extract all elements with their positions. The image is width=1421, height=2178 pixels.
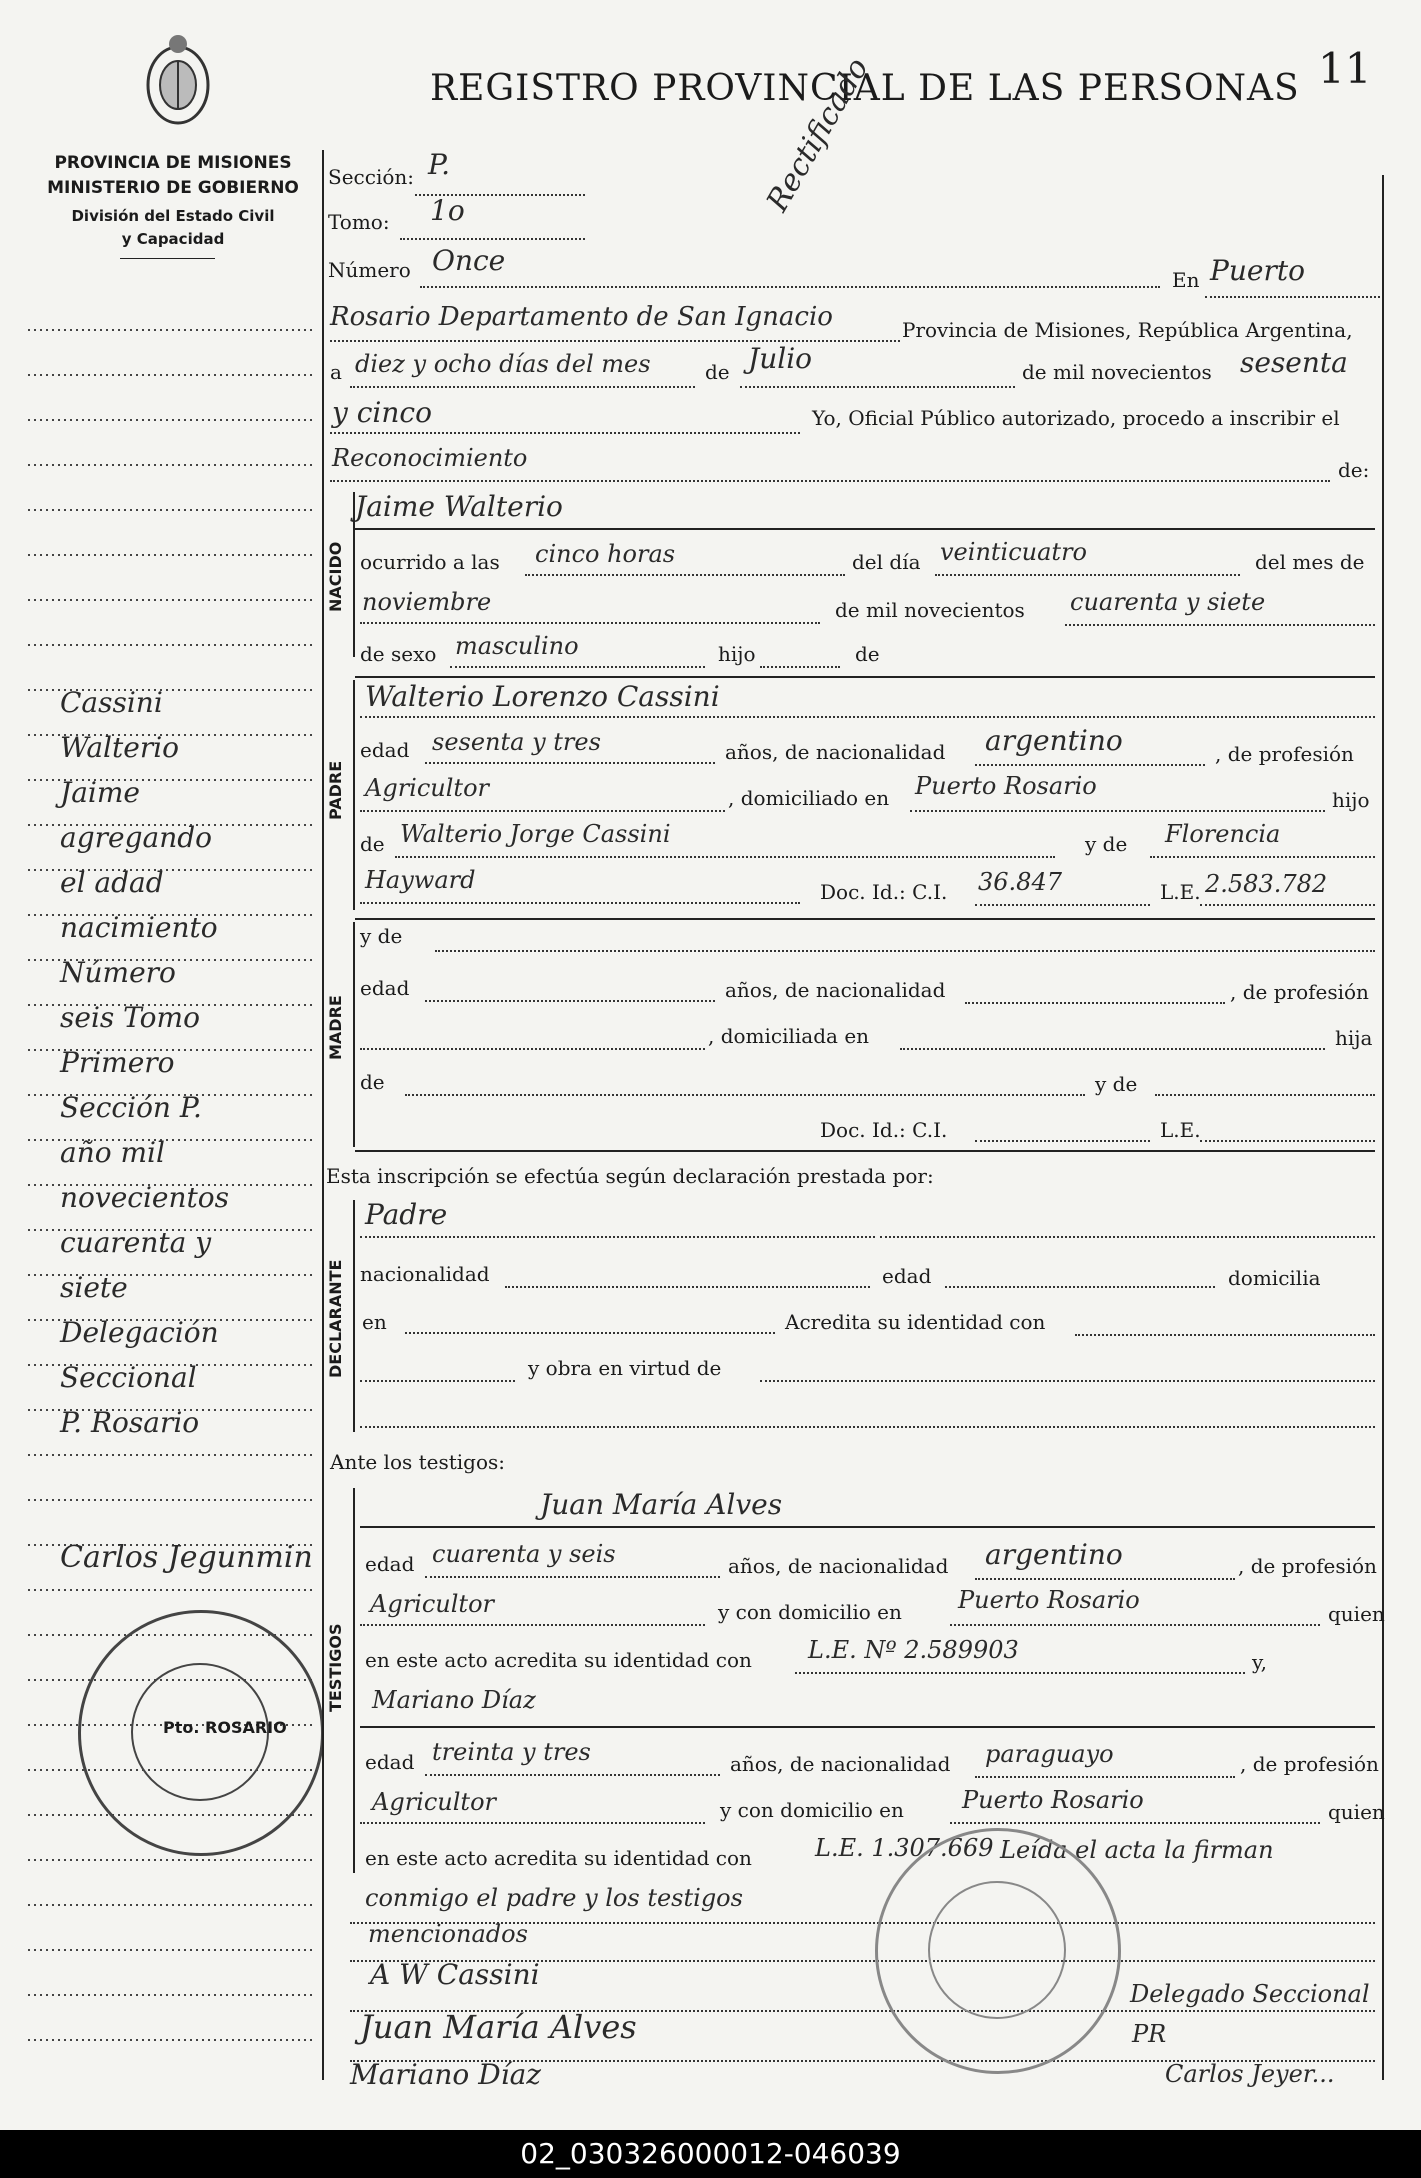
abuela-value-cont: Hayward (365, 866, 476, 894)
t1-dom-value: Puerto Rosario (958, 1586, 1140, 1614)
page-number: 11 (1318, 44, 1372, 93)
margin-note (60, 680, 310, 1445)
margin-note-line: Jaime (60, 776, 140, 809)
de-label-nacido: de (855, 642, 880, 666)
place-value: Rosario Departamento de San Ignacio (330, 302, 833, 332)
t1-prof-label: , de profesión (1238, 1554, 1377, 1578)
signature-3: Mariano Díaz (350, 2058, 542, 2091)
header-province: PROVINCIA DE MISIONES (54, 153, 292, 173)
person-name: Jaime Walterio (355, 490, 563, 523)
tomo-value: 1o (430, 194, 465, 227)
padre-prof-value: Agricultor (365, 774, 489, 802)
official-seal-right (875, 1828, 1121, 2074)
year-value-2: y cinco (332, 396, 432, 429)
day-value: diez y ocho días del mes (355, 350, 651, 378)
t2-nac-label: años, de nacionalidad (730, 1752, 951, 1776)
t2-edad-label: edad (365, 1750, 415, 1774)
sexo-label: de sexo (360, 642, 437, 666)
padre-le-label: L.E. (1160, 880, 1201, 904)
padre-nac-label: años, de nacionalidad (725, 740, 946, 764)
closing-line-2: conmigo el padre y los testigos (365, 1884, 743, 1912)
acredita-label: Acredita su identidad con (785, 1310, 1046, 1334)
closing-line-1: Leída el acta la firman (1000, 1836, 1274, 1864)
act-value: Reconocimiento (332, 444, 528, 472)
t1-edad-value: cuarenta y seis (432, 1540, 616, 1568)
obra-label: y obra en virtud de (528, 1356, 722, 1380)
madre-y-de-label: y de (360, 924, 403, 948)
padre-de-label: de (360, 832, 385, 856)
anio-value: cuarenta y siete (1070, 588, 1266, 616)
padre-nac-value: argentino (985, 724, 1123, 757)
madre-doc-label: Doc. Id.: C.I. (820, 1118, 948, 1142)
abuela-value: Florencia (1165, 820, 1281, 848)
seccion-value: P. (428, 148, 451, 181)
provincia-text: Provincia de Misiones, República Argentina, (902, 318, 1353, 342)
seccion-label: Sección: (328, 165, 414, 189)
domicilia-label: domicilia (1228, 1266, 1321, 1290)
de-label: de (705, 360, 730, 384)
declarante-edad-label: edad (882, 1264, 932, 1288)
delegado-title: Delegado Seccional (1130, 1980, 1370, 2008)
signature-1: A W Cassini (370, 1958, 540, 1991)
t1-nac-value: argentino (985, 1538, 1123, 1571)
header-ministry: MINISTERIO DE GOBIERNO (47, 178, 299, 198)
ocurrido-label: ocurrido a las (360, 550, 500, 574)
t1-acredita-label: en este acto acredita su identidad con (365, 1648, 752, 1672)
padre-hijo-label: hijo (1332, 788, 1370, 812)
t2-edad-value: treinta y tres (432, 1738, 591, 1766)
margin-note-line: Sección P. (60, 1091, 202, 1124)
t1-y-label: y, (1252, 1650, 1267, 1674)
year-value-1: sesenta (1240, 346, 1348, 379)
declaracion-text: Esta inscripción se efectúa según declaración prestada por: (326, 1164, 934, 1188)
t2-prof-value: Agricultor (372, 1788, 496, 1816)
a-label: a (330, 360, 342, 384)
margin-note-line: el adad (60, 866, 164, 899)
diagonal-note: Rectificado (760, 52, 876, 218)
madre-de-label: de (360, 1070, 385, 1094)
del-dia-label: del día (852, 550, 921, 574)
section-label-declarante: DECLARANTE (326, 1259, 345, 1378)
padre-y-de-label: y de (1085, 832, 1128, 856)
madre-prof-label: , de profesión (1230, 980, 1369, 1004)
nacionalidad-label: nacionalidad (360, 1262, 490, 1286)
signature-4: Carlos Jeyer... (1165, 2060, 1335, 2088)
margin-note-line: P. Rosario (60, 1406, 200, 1439)
signature-pr: PR (1132, 2020, 1167, 2048)
coat-of-arms-icon (138, 30, 218, 130)
ante-text: Ante los testigos: (330, 1450, 506, 1474)
padre-edad-label: edad (360, 738, 410, 762)
margin-signature: Carlos Jegunmin (60, 1540, 313, 1575)
seal-center-text: Pto. ROSARIO (163, 1718, 287, 1737)
t2-doc-value: L.E. 1.307.669 (815, 1834, 994, 1862)
padre-dom-value: Puerto Rosario (915, 772, 1097, 800)
testigo2-name: Mariano Díaz (372, 1686, 536, 1714)
closing-line-3: mencionados (368, 1920, 528, 1948)
mes-value: noviembre (362, 588, 492, 616)
dia-value: veinticuatro (940, 538, 1087, 566)
margin-note-line: Delegación (60, 1316, 219, 1349)
en-value: Puerto (1210, 254, 1305, 287)
abuelo-value: Walterio Jorge Cassini (400, 820, 671, 848)
testigo1-name: Juan María Alves (540, 1488, 783, 1521)
page-title: REGISTRO PROVINCIAL DE LAS PERSONAS (430, 68, 1300, 109)
numero-value: Once (432, 244, 506, 277)
padre-name: Walterio Lorenzo Cassini (365, 680, 720, 713)
mil-text: de mil novecientos (1022, 360, 1212, 384)
t2-dom-value: Puerto Rosario (962, 1786, 1144, 1814)
padre-dom-label: , domiciliado en (728, 786, 890, 810)
t1-nac-label: años, de nacionalidad (728, 1554, 949, 1578)
t2-quien-label: quien (1328, 1800, 1385, 1824)
footer-id: 02_030326000012-046039 (0, 2130, 1421, 2178)
padre-prof-label: , de profesión (1215, 742, 1354, 766)
madre-nac-label: años, de nacionalidad (725, 978, 946, 1002)
mil-label: de mil novecientos (835, 598, 1025, 622)
margin-note-line: año mil (60, 1136, 165, 1169)
de-colon: de: (1338, 458, 1370, 482)
t1-prof-value: Agricultor (370, 1590, 494, 1618)
tomo-label: Tomo: (328, 210, 390, 234)
t2-acredita-label: en este acto acredita su identidad con (365, 1846, 752, 1870)
t2-prof-label: , de profesión (1240, 1752, 1379, 1776)
madre-hija-label: hija (1335, 1026, 1373, 1050)
padre-le-value: 2.583.782 (1205, 870, 1328, 898)
t1-edad-label: edad (365, 1552, 415, 1576)
madre-dom-label: , domiciliada en (708, 1024, 870, 1048)
t2-nac-value: paraguayo (985, 1740, 1114, 1768)
padre-ci-value: 36.847 (978, 868, 1062, 896)
en-label: En (1172, 268, 1200, 292)
declarante-name: Padre (365, 1198, 448, 1231)
t1-quien-label: quien (1328, 1602, 1385, 1626)
hijo-label: hijo (718, 642, 756, 666)
madre-le-label: L.E. (1160, 1118, 1201, 1142)
section-label-testigos: TESTIGOS (326, 1623, 345, 1712)
del-mes-label: del mes de (1255, 550, 1365, 574)
margin-note-line: Walterio (60, 731, 180, 764)
sexo-value: masculino (455, 632, 579, 660)
section-label-madre: MADRE (326, 995, 345, 1060)
numero-label: Número (328, 258, 411, 282)
month-value: Julio (748, 342, 813, 375)
margin-note-line: Número (60, 956, 176, 989)
margin-note-line: Cassini (60, 686, 163, 719)
margin-note-line: novecientos (60, 1181, 229, 1214)
margin-note-line: siete (60, 1271, 128, 1304)
padre-edad-value: sesenta y tres (432, 728, 601, 756)
margin-note-line: Primero (60, 1046, 175, 1079)
section-label-padre: PADRE (326, 760, 345, 820)
madre-y-de-label-2: y de (1095, 1072, 1138, 1096)
signature-2: Juan María Alves (360, 2008, 637, 2046)
margin-note-line: Seccional (60, 1361, 197, 1394)
t1-dom-label: y con domicilio en (718, 1600, 902, 1624)
margin-note-line: seis Tomo (60, 1001, 200, 1034)
margin-note-line: cuarenta y (60, 1226, 212, 1259)
oficial-text: Yo, Oficial Público autorizado, procedo a inscribir el (812, 406, 1340, 430)
padre-doc-label: Doc. Id.: C.I. (820, 880, 948, 904)
hora-value: cinco horas (535, 540, 676, 568)
t1-doc-value: L.E. Nº 2.589903 (808, 1636, 1019, 1664)
margin-note-line: agregando (60, 821, 213, 854)
margin-note-line: nacimiento (60, 911, 218, 944)
official-seal (78, 1610, 324, 1856)
section-label-nacido: NACIDO (326, 541, 345, 612)
madre-edad-label: edad (360, 976, 410, 1000)
header-division: División del Estado Civil (71, 207, 275, 225)
declarante-en-label: en (362, 1310, 387, 1334)
header-capacity: y Capacidad (121, 230, 225, 248)
t2-dom-label: y con domicilio en (720, 1798, 904, 1822)
